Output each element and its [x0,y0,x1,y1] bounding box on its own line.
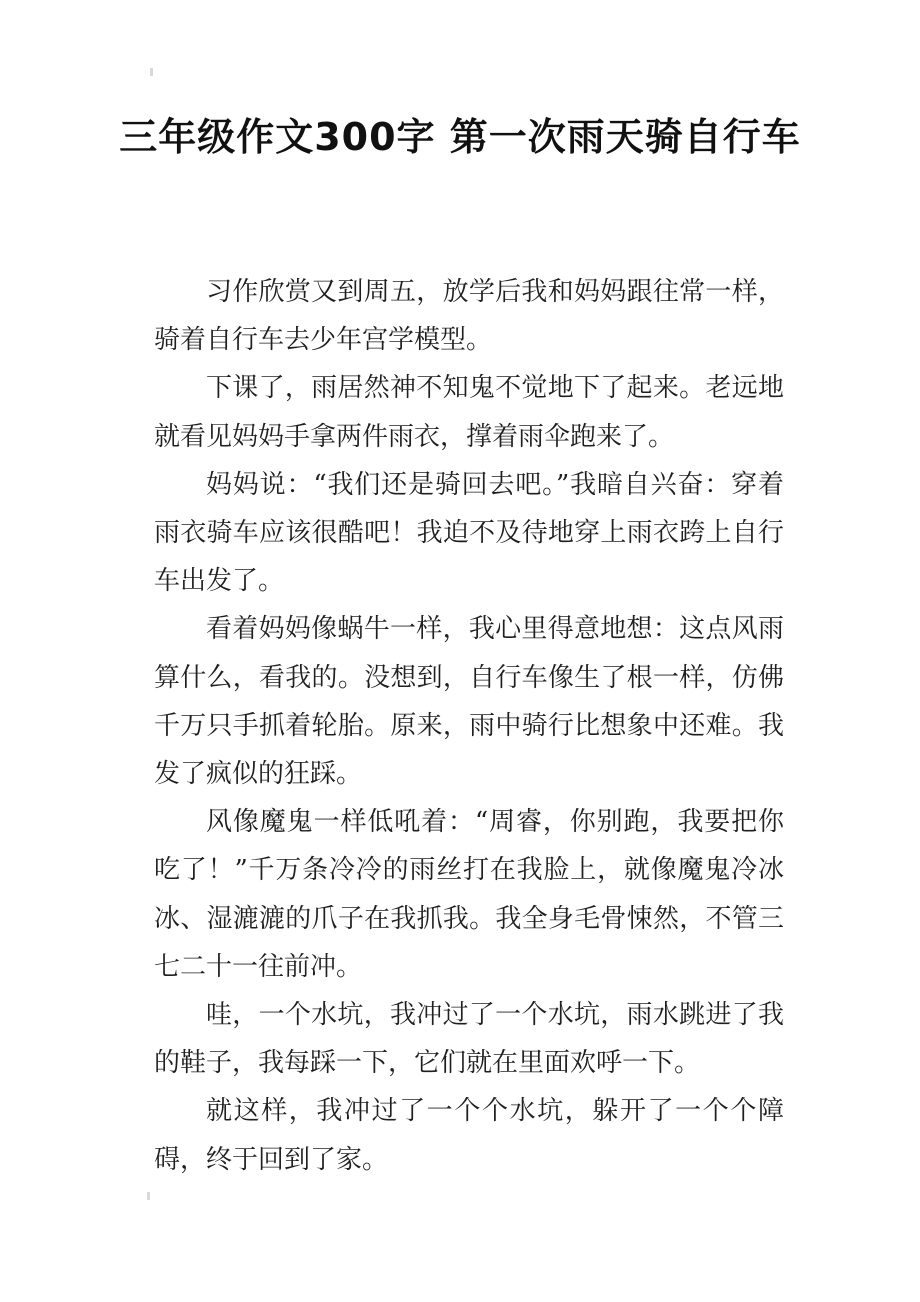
scan-mark-bottom [147,1192,150,1200]
paragraph-5: 风像魔鬼一样低吼着：“周睿，你别跑，我要把你吃了！”千万条冷冷的雨丝打在我脸上，就像魔鬼冷冰冰、湿漉漉的爪子在我抓我。我全身毛骨悚然，不管三七二十一往前冲。 [154,807,784,982]
paragraph-4: 看着妈妈像蜗牛一样，我心里得意地想：这点风雨算什么，看我的。没想到，自行车像生了根一样，仿佛千万只手抓着轮胎。原来，雨中骑行比想象中还难。我发了疯似的狂踩。 [154,614,784,790]
paragraph-1: 习作欣赏又到周五，放学后我和妈妈跟往常一样，骑着自行车去少年宫学模型。 [154,277,784,356]
paragraph-2: 下课了，雨居然神不知鬼不觉地下了起来。老远地就看见妈妈手拿两件雨衣，撑着雨伞跑来了。 [154,373,784,452]
page-title: 三年级作文300字 第一次雨天骑自行车 [119,115,801,159]
paragraph-7: 就这样，我冲过了一个个水坑，躲开了一个个障碍，终于回到了家。 [154,1096,784,1175]
article-body [154,268,784,1184]
paragraph-6: 哇，一个水坑，我冲过了一个水坑，雨水跳进了我的鞋子，我每踩一下，它们就在里面欢呼一下。 [154,1000,784,1079]
scan-mark-top [150,68,153,76]
paragraph-3: 妈妈说：“我们还是骑回去吧。”我暗自兴奋：穿着雨衣骑车应该很酷吧！我迫不及待地穿上雨衣跨上自行车出发了。 [154,469,784,597]
